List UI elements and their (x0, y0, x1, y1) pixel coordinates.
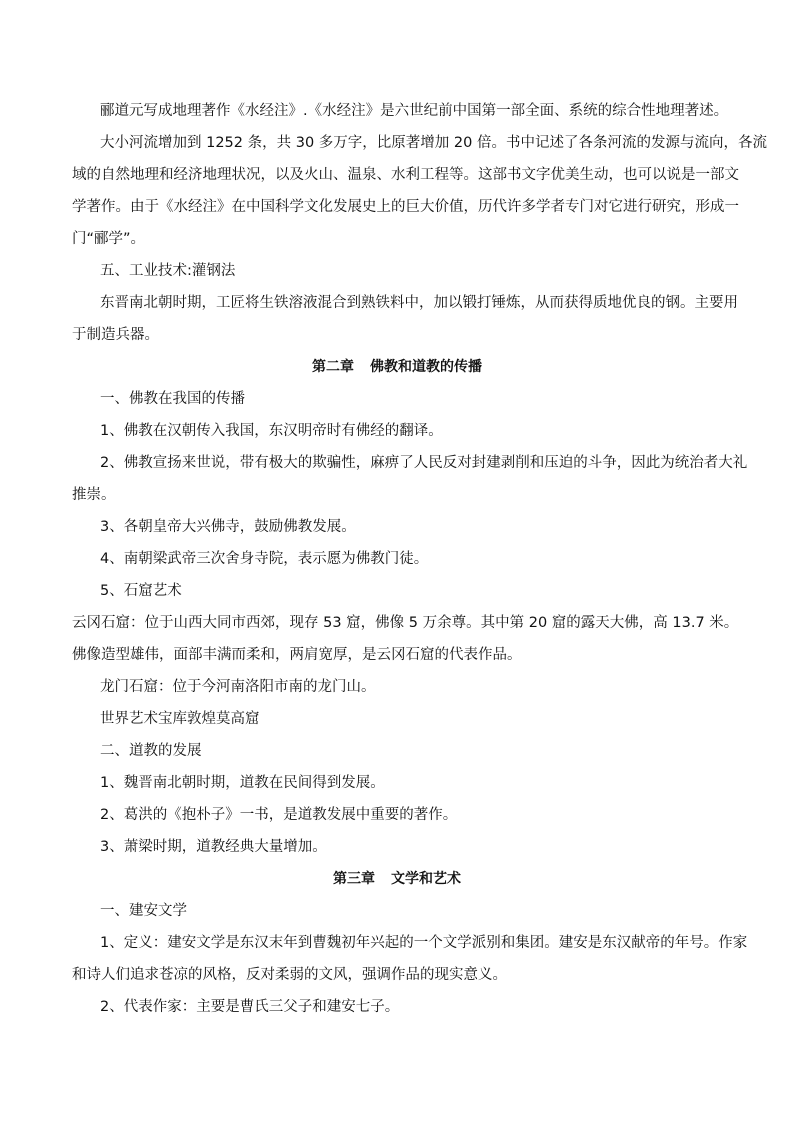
list-item: 1、佛教在汉朝传入我国，东汉明帝时有佛经的翻译。 (100, 423, 443, 439)
paragraph-steel-line: 东晋南北朝时期，工匠将生铁溶液混合到熟铁料中，加以锻打锤炼，从而获得质地优良的钢。主要用 (100, 295, 738, 311)
section-heading-taoism: 二、道教的发展 (100, 743, 202, 759)
paragraph-rivers-line: 学著作。由于《水经注》在中国科学文化发展史上的巨大价值，历代许多学者专门对它进行研究，形成一 (72, 199, 739, 215)
list-item: 2、代表作家：主要是曹氏三父子和建安七子。 (100, 999, 400, 1015)
paragraph-rivers-line: 域的自然地理和经济地理状况，以及火山、温泉、水利工程等。这部书文字优美生动，也可以说是一部文 (72, 167, 739, 183)
list-item: 4、南朝梁武帝三次舍身寺院，表示愿为佛教门徒。 (100, 551, 429, 567)
paragraph-rivers-line: 大小河流增加到 1252 条，共 30 多万字，比原著增加 20 倍。书中记述了各条河流的发源与流向，各流 (100, 135, 767, 151)
list-item: 1、定义：建安文学是东汉末年到曹魏初年兴起的一个文学派别和集团。建安是东汉献帝的年号。作家 (100, 935, 748, 951)
list-item: 2、葛洪的《抱朴子》一书，是道教发展中重要的著作。 (100, 807, 458, 823)
list-item: 1、魏晋南北朝时期，道教在民间得到发展。 (100, 775, 385, 791)
chapter-heading-2 (0, 357, 794, 377)
section-heading-industry: 五、工业技术:灌钢法 (100, 263, 236, 279)
list-item-continuation: 推崇。 (72, 487, 116, 503)
chapter-heading-3 (0, 869, 794, 889)
chapter-number: 第三章 (333, 871, 375, 887)
list-item: 3、各朝皇帝大兴佛寺，鼓励佛教发展。 (100, 519, 356, 535)
section-heading-buddhism: 一、佛教在我国的传播 (100, 391, 245, 407)
chapter-number: 第二章 (312, 359, 354, 375)
paragraph-shuijingzhu: 郦道元写成地理著作《水经注》.《水经注》是六世纪前中国第一部全面、系统的综合性地理著述。 (100, 103, 729, 119)
paragraph-longmen: 龙门石窟：位于今河南洛阳市南的龙门山。 (100, 679, 376, 695)
chapter-title: 佛教和道教的传播 (370, 359, 482, 375)
paragraph-rivers-line: 门“郦学”。 (72, 231, 146, 247)
list-item: 3、萧梁时期，道教经典大量增加。 (100, 839, 327, 855)
chapter-title: 文学和艺术 (391, 871, 461, 887)
paragraph-yungang-line: 佛像造型雄伟，面部丰满而柔和，两肩宽厚，是云冈石窟的代表作品。 (72, 647, 522, 663)
list-item: 5、石窟艺术 (100, 583, 182, 599)
list-item: 2、佛教宣扬来世说，带有极大的欺骗性，麻痹了人民反对封建剥削和压迫的斗争，因此为统治者大礼 (100, 455, 748, 471)
paragraph-dunhuang: 世界艺术宝库敦煌莫高窟 (100, 711, 260, 727)
section-heading-jian-an: 一、建安文学 (100, 903, 187, 919)
paragraph-yungang-line: 云冈石窟：位于山西大同市西郊，现存 53 窟，佛像 5 万余尊。其中第 20 窟的露天大佛，高 13.7 米。 (72, 615, 739, 631)
list-item-continuation: 和诗人们追求苍凉的风格，反对柔弱的文风，强调作品的现实意义。 (72, 967, 507, 983)
paragraph-steel-line: 于制造兵器。 (72, 327, 159, 343)
